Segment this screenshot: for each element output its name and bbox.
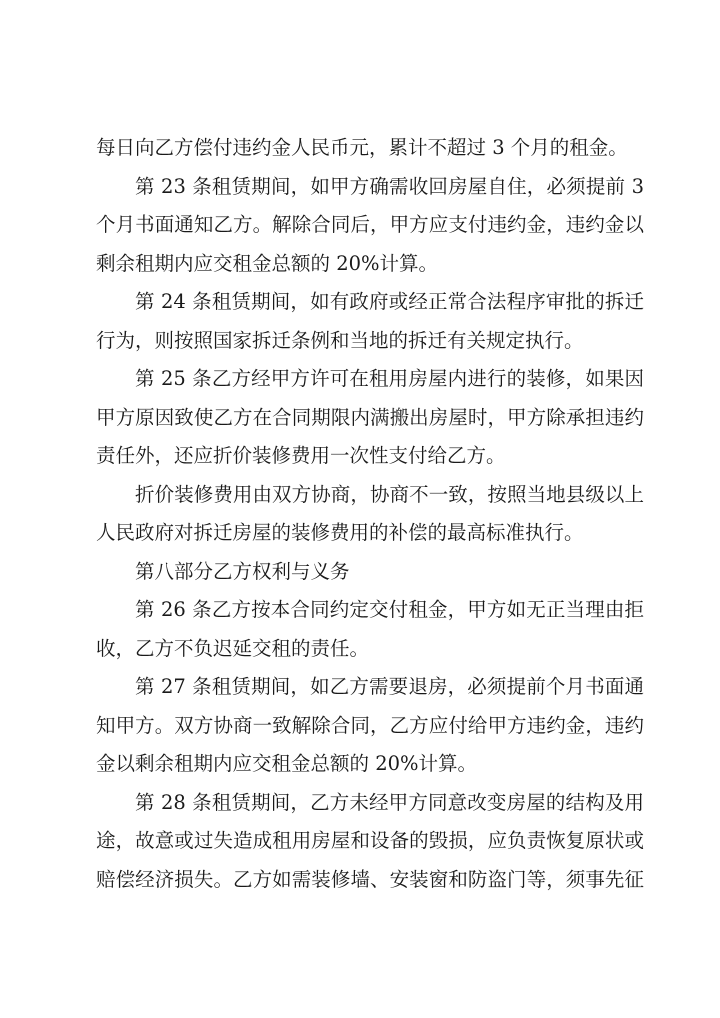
text-line: 人民政府对拆迁房屋的装修费用的补偿的最高标准执行。 [96, 521, 584, 544]
text-line: 第 25 条乙方经甲方许可在租用房屋内进行的装修，如果因 [135, 367, 644, 390]
text-line: 折价装修费用由双方协商，协商不一致，按照当地县级以上 [135, 482, 644, 506]
text-line: 个月书面通知乙方。解除合同后，甲方应支付违约金，违约金以 [96, 213, 644, 236]
text-line: 第 26 条乙方按本合同约定交付租金，甲方如无正当理由拒 [135, 598, 644, 621]
text-line: 收，乙方不负迟延交租的责任。 [96, 636, 370, 660]
document-body [96, 129, 644, 899]
text-line: 金以剩余租期内应交租金总额的 20%计算。 [96, 752, 478, 775]
section-heading: 第八部分乙方权利与义务 [135, 559, 350, 583]
text-line: 途，故意或过失造成租用房屋和设备的毁损，应负责恢复原状或 [96, 829, 644, 852]
text-line: 每日向乙方偿付违约金人民币元，累计不超过 3 个月的租金。 [96, 136, 628, 159]
text-line: 第 24 条租赁期间，如有政府或经正常合法程序审批的拆迁 [135, 290, 644, 313]
text-line: 知甲方。双方协商一致解除合同，乙方应付给甲方违约金，违约 [96, 713, 644, 737]
text-line: 责任外，还应折价装修费用一次性支付给乙方。 [96, 444, 506, 467]
text-line: 第 27 条租赁期间，如乙方需要退房，必须提前个月书面通 [135, 675, 644, 698]
text-line: 第 23 条租赁期间，如甲方确需收回房屋自住，必须提前 3 [135, 174, 644, 198]
text-line: 第 28 条租赁期间，乙方未经甲方同意改变房屋的结构及用 [135, 790, 644, 814]
text-line: 甲方原因致使乙方在合同期限内满搬出房屋时，甲方除承担违约 [96, 405, 644, 429]
text-line: 行为，则按照国家拆迁条例和当地的拆迁有关规定执行。 [96, 328, 584, 352]
text-line: 剩余租期内应交租金总额的 20%计算。 [96, 251, 439, 275]
text-line: 赔偿经济损失。乙方如需装修墙、安装窗和防盗门等，须事先征 [96, 867, 644, 891]
